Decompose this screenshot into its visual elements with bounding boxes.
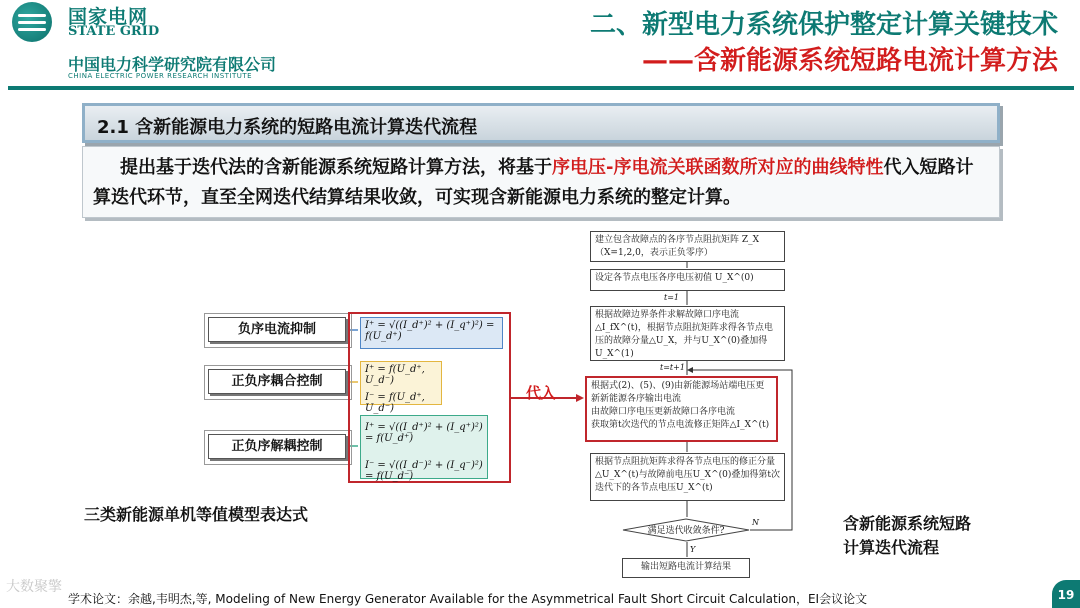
flow-step-update-currents-c: 获取第t次迭代的节点电流修正矩阵△I_X^(t) (591, 420, 770, 430)
intro-part1: 提出基于迭代法的含新能源系统短路计算方法，将基于 (120, 157, 552, 178)
control-decoupled-sequence: 正负序解耦控制 (208, 434, 346, 459)
watermark: 大数聚擎 (6, 579, 62, 595)
flow-step-update-currents-a: 根据式(2)、(5)、(9)由新能源场站端电压更新新能源各序输出电流 (591, 381, 765, 404)
institute-name-en: CHINA ELECTRIC POWER RESEARCH INSTITUTE (68, 72, 253, 80)
section-heading: 2.1 含新能源电力系统的短路电流计算迭代流程 (97, 117, 478, 138)
formula-box-3 (360, 415, 488, 482)
flow-step-update-currents (585, 376, 778, 442)
flow-step-build-matrix: 建立包含故障点的各序节点阻抗矩阵 Z_X（X=1,2,0，表示正负零序） (590, 231, 785, 262)
model-caption: 三类新能源单机等值模型表达式 (84, 505, 309, 524)
flow-step-update-currents-b: 由故障口序电压更新故障口各序电流 (591, 407, 736, 417)
intro-part3: 代入短路计算迭代环节，直至全网迭代结算结果收敛，可实现含新能源电力系统的整定计算。 (93, 157, 974, 208)
slide-title: 二、新型电力系统保护整定计算关键技术 (589, 10, 1058, 40)
page-number: 19 (1052, 580, 1080, 608)
flow-decision-converged (622, 518, 750, 542)
formula-3a: I⁺ = √((I_d⁺)² + (I_q⁺)²) = f(U_d⁺) (365, 422, 483, 444)
formula-1: I⁺ = √((I_d⁺)² + (I_q⁺)²) = f(U_d⁺) (365, 320, 495, 342)
brand-name-cn: 国家电网 (68, 6, 149, 28)
control-negative-sequence-suppression: 负序电流抑制 (208, 317, 346, 342)
flowchart-caption-line2: 计算迭代流程 (843, 538, 940, 557)
formula-2a: I⁺ = f(U_d⁺, U_d⁻) (365, 364, 425, 386)
flow-step-output: 输出短路电流计算结果 (622, 558, 750, 578)
flow-label-no: N (752, 518, 759, 527)
formula-3b: I⁻ = √((I_d⁻)² + (I_q⁻)²) = f(U_d⁻) (365, 460, 483, 482)
control-coupled-sequence: 正负序耦合控制 (208, 369, 346, 394)
formula-2b: I⁻ = f(U_d⁺, U_d⁻) (365, 392, 425, 414)
flowchart-caption-line1: 含新能源系统短路 (843, 514, 972, 533)
reference-footer: 学术论文：余越,韦明杰,等, Modeling of New Energy Generator Available for the Asymmetrical Fault Short Circuit Calculation，EI会议论文 (68, 592, 868, 606)
brand-name-en: STATE GRID (68, 24, 160, 39)
formula-box-2 (360, 361, 442, 414)
flowchart-caption (843, 512, 971, 560)
flow-label-t-increment: t=t+1 (660, 363, 685, 372)
flow-decision-text: 满足迭代收敛条件? (647, 526, 725, 536)
flow-label-t1: t=1 (664, 293, 680, 302)
institute-name-cn: 中国电力科学研究院有限公司 (68, 55, 277, 74)
slide-subtitle: ——含新能源系统短路电流计算方法 (641, 46, 1058, 76)
intro-highlight: 序电压-序电流关联函数所对应的曲线特性 (552, 157, 884, 178)
flow-step-correct-voltage: 根据节点阻抗矩阵求得各节点电压的修正分量△U_X^(t)与故障前电压U_X^(0)叠加得第t次迭代下的各节点电压U_X^(t) (590, 453, 785, 501)
formula-box-1 (360, 317, 503, 349)
flow-step-initial-voltage: 设定各节点电压各序电压初值 U_X^(0) (590, 269, 785, 291)
flow-step-solve-fault: 根据故障边界条件求解故障口序电流△I_fX^(t)，根据节点阻抗矩阵求得各节点电压的故障分量△U_X，并与U_X^(0)叠加得U_X^(1) (590, 306, 785, 361)
substitute-arrow-label: 代入 (526, 384, 557, 402)
flow-label-yes: Y (690, 545, 696, 554)
